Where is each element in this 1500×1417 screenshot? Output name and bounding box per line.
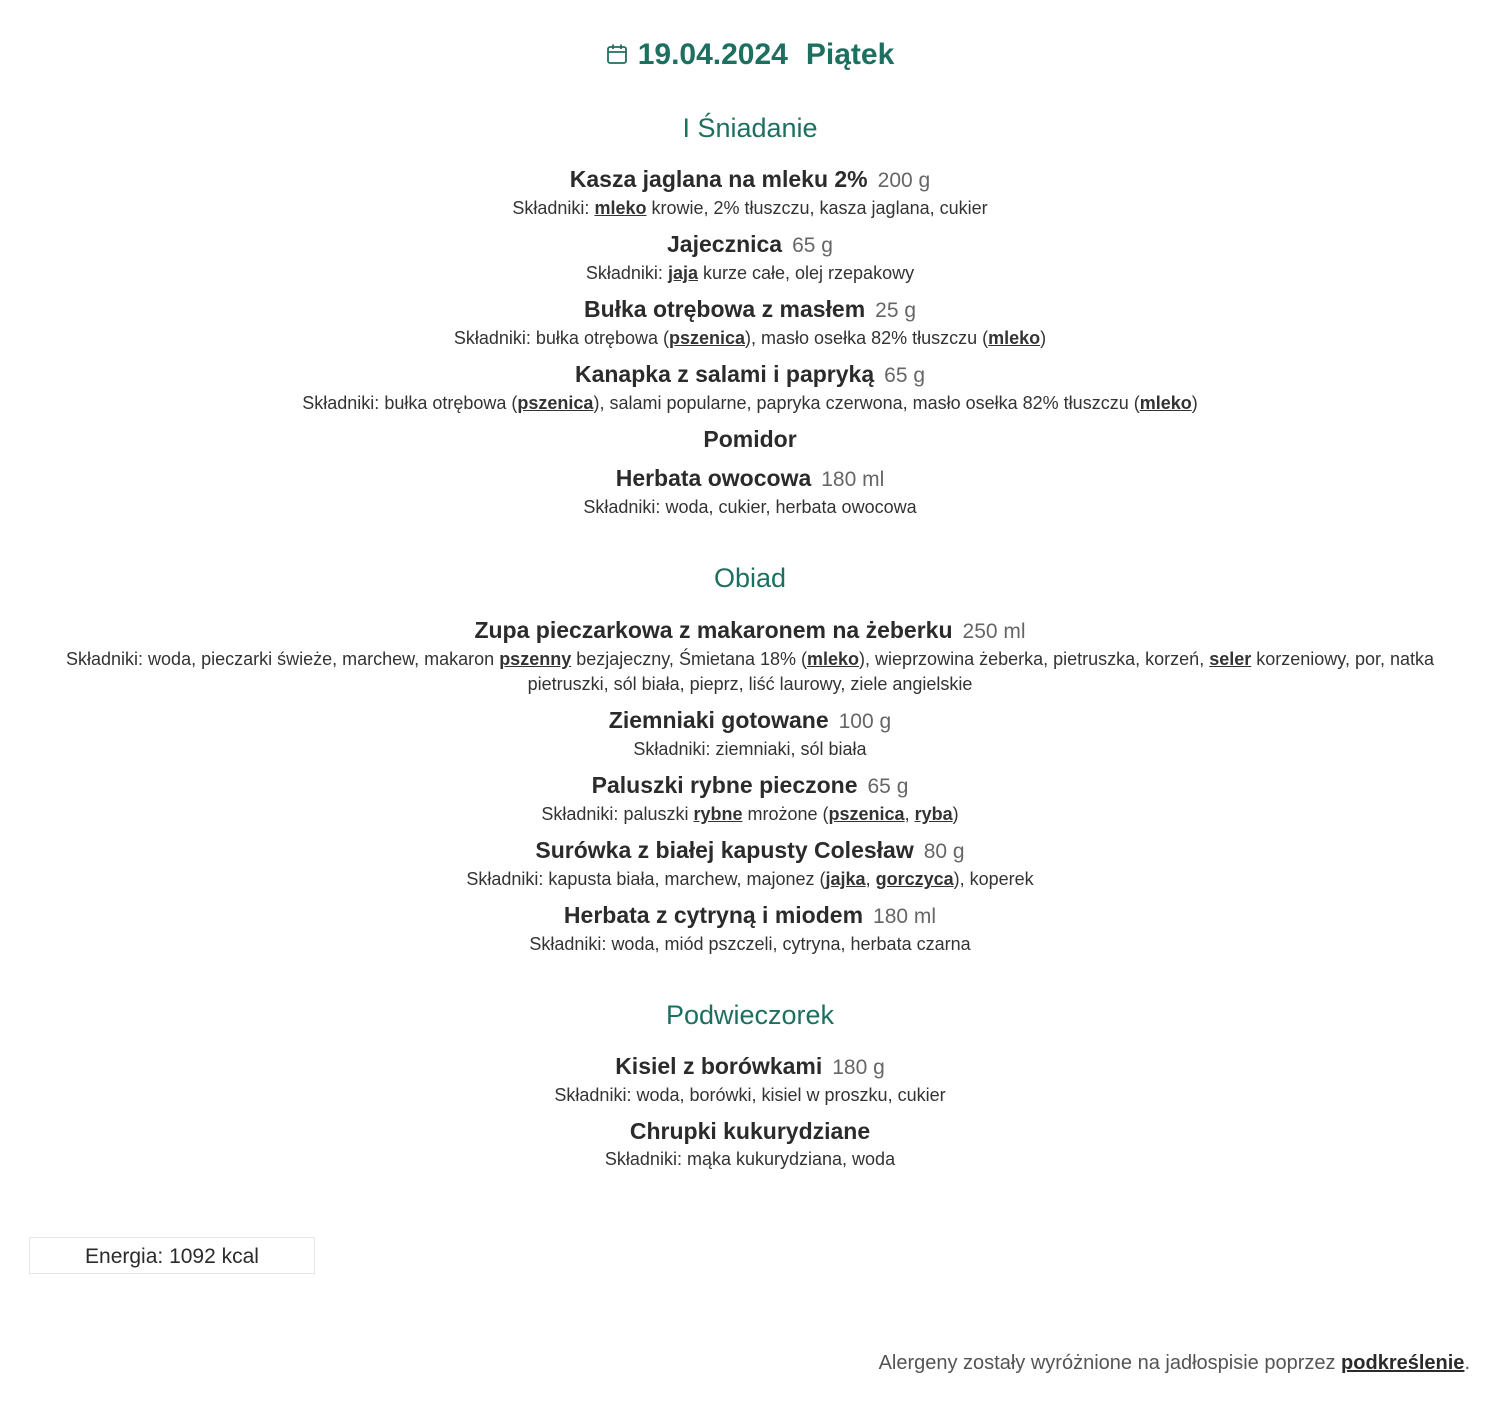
- dish-name: Jajecznica: [667, 231, 783, 258]
- date-text: 19.04.2024: [637, 38, 788, 71]
- allergen-mark: mleko: [594, 198, 647, 219]
- dish-amount: 80 g: [923, 839, 965, 863]
- ingredients-line: [0, 647, 1500, 697]
- dish-item: [0, 1116, 1500, 1172]
- ingredients-line: [0, 391, 1500, 416]
- dish-item: [0, 424, 1500, 455]
- dish-line: [0, 900, 1500, 932]
- ingredient-text: bułka otrębowa (: [535, 328, 669, 349]
- ingredient-text: woda, borówki, kisiel w proszku, cukier: [636, 1085, 946, 1106]
- dish-line: [0, 1116, 1500, 1147]
- ingredients-label: Składniki:: [604, 1149, 682, 1170]
- ingredient-text: woda, cukier, herbata owocowa: [665, 497, 917, 518]
- ingredient-text: ), salami popularne, papryka czerwona, masło osełka 82% tłuszczu (: [593, 393, 1140, 414]
- dish-line: [0, 705, 1500, 737]
- ingredient-text: woda, pieczarki świeże, marchew, makaron: [148, 648, 500, 669]
- dish-item: [0, 294, 1500, 351]
- dish-name: Herbata z cytryną i miodem: [563, 901, 864, 928]
- ingredients-line: [0, 196, 1500, 221]
- dish-name: Pomidor: [703, 426, 797, 453]
- allergen-mark: jaja: [667, 263, 698, 284]
- dish-amount: 65 g: [792, 234, 833, 258]
- ingredient-text: ): [1040, 328, 1047, 349]
- dish-name: Zupa pieczarkowa z makaronem na żeberku: [474, 616, 953, 643]
- allergen-mark: mleko: [988, 328, 1041, 349]
- ingredient-text: ), masło osełka 82% tłuszczu (: [745, 328, 989, 349]
- dish-line: [0, 770, 1500, 802]
- dish-name: Kasza jaglana na mleku 2%: [569, 166, 868, 193]
- dish-line: [0, 424, 1500, 455]
- ingredient-text: ziemniaki, sól biała: [715, 738, 867, 759]
- ingredients-label: Składniki:: [529, 933, 607, 954]
- ingredients-label: Składniki:: [453, 328, 531, 349]
- dish-name: Kanapka z salami i papryką: [574, 361, 875, 388]
- dish-item: [0, 1051, 1500, 1108]
- ingredients-line: [0, 867, 1500, 892]
- footnote-end: .: [1464, 1352, 1470, 1374]
- ingredients-label: Składniki:: [512, 198, 590, 219]
- allergen-mark: pszenica: [828, 803, 905, 824]
- dish-item: [0, 359, 1500, 416]
- dish-line: [0, 1051, 1500, 1083]
- dish-line: [0, 835, 1500, 867]
- dish-line: [0, 463, 1500, 495]
- dish-name: Herbata owocowa: [615, 465, 812, 492]
- dish-line: [0, 615, 1500, 647]
- meal-title: Podwieczorek: [665, 999, 835, 1030]
- dish-amount: 180 g: [832, 1056, 885, 1080]
- dish-line: [0, 359, 1500, 391]
- calendar-icon: [606, 43, 628, 65]
- allergen-mark: pszenica: [517, 393, 594, 414]
- ingredients-label: Składniki:: [583, 497, 661, 518]
- dish-item: [0, 770, 1500, 827]
- allergen-mark: gorczyca: [875, 868, 954, 889]
- ingredient-text: ,: [904, 803, 915, 824]
- ingredient-text: kurze całe, olej rzepakowy: [697, 263, 915, 284]
- allergen-footnote: [879, 1352, 1470, 1375]
- dish-line: [0, 164, 1500, 196]
- allergen-mark: pszenny: [499, 648, 572, 669]
- ingredients-line: [0, 1147, 1500, 1172]
- menu-list: [0, 112, 1500, 1214]
- meal-title: I Śniadanie: [682, 113, 818, 143]
- allergen-mark: rybne: [693, 803, 743, 824]
- dish-line: [0, 294, 1500, 326]
- ingredients-label: Składniki:: [466, 868, 544, 889]
- dish-amount: 65 g: [884, 364, 926, 388]
- allergen-mark: mleko: [1139, 393, 1192, 414]
- ingredient-text: korzeniowy, por, natka pietruszki, sól biała, pieprz, liść laurowy, ziele angielskie: [527, 648, 1435, 694]
- footnote-emphasis: podkreślenie: [1341, 1352, 1465, 1374]
- ingredient-text: krowie, 2% tłuszczu, kasza jaglana, cukier: [646, 198, 988, 219]
- ingredient-text: mrożone (: [742, 803, 829, 824]
- ingredient-text: ), wieprzowina żeberka, pietruszka, korzeń,: [859, 648, 1210, 669]
- dish-item: [0, 705, 1500, 762]
- dish-item: [0, 229, 1500, 286]
- ingredient-text: mąka kukurydziana, woda: [686, 1149, 896, 1170]
- ingredients-label: Składniki:: [585, 263, 663, 284]
- energy-box: Energia: 1092 kcal: [29, 1237, 315, 1274]
- dish-name: Kisiel z borówkami: [615, 1053, 823, 1080]
- ingredients-label: Składniki:: [65, 648, 144, 669]
- ingredients-label: Składniki:: [633, 738, 711, 759]
- dish-amount: 200 g: [877, 169, 931, 193]
- dish-item: [0, 900, 1500, 957]
- ingredients-line: [0, 495, 1500, 520]
- ingredients-line: [0, 261, 1500, 286]
- dish-line: [0, 229, 1500, 261]
- weekday-text: Piątek: [805, 38, 895, 71]
- allergen-mark: mleko: [807, 648, 860, 669]
- dish-amount: 25 g: [875, 299, 917, 323]
- ingredients-label: Składniki:: [541, 803, 619, 824]
- ingredient-text: ,: [865, 868, 876, 889]
- ingredient-text: paluszki: [623, 803, 694, 824]
- dish-name: Chrupki kukurydziane: [629, 1118, 871, 1145]
- ingredients-line: [0, 1083, 1500, 1108]
- dish-amount: 180 ml: [821, 468, 885, 492]
- ingredients-line: [0, 737, 1500, 762]
- allergen-mark: seler: [1209, 648, 1252, 669]
- ingredient-text: kapusta biała, marchew, majonez (: [548, 868, 826, 889]
- dish-amount: 100 g: [838, 709, 892, 733]
- dish-name: Ziemniaki gotowane: [608, 706, 829, 733]
- dish-amount: 180 ml: [873, 904, 937, 928]
- allergen-mark: jajka: [825, 868, 866, 889]
- dish-item: [0, 164, 1500, 221]
- allergen-mark: ryba: [914, 803, 953, 824]
- dish-name: Paluszki rybne pieczone: [591, 771, 858, 798]
- dish-name: Bułka otrębowa z masłem: [583, 296, 866, 323]
- meal-section: [0, 999, 1500, 1172]
- dish-item: [0, 615, 1500, 697]
- ingredient-text: ): [1191, 393, 1198, 414]
- ingredients-line: [0, 802, 1500, 827]
- ingredient-text: ): [952, 803, 959, 824]
- date-header: [0, 38, 1500, 72]
- footnote-text: Alergeny zostały wyróżnione na jadłospisie poprzez: [878, 1352, 1342, 1374]
- dish-amount: 65 g: [867, 774, 909, 798]
- meal-section: [0, 112, 1500, 520]
- ingredient-text: bezjajeczny, Śmietana 18% (: [571, 648, 808, 669]
- ingredients-line: [0, 932, 1500, 957]
- ingredients-label: Składniki:: [554, 1085, 632, 1106]
- ingredients-line: [0, 326, 1500, 351]
- ingredient-text: bułka otrębowa (: [384, 393, 518, 414]
- ingredient-text: ), koperek: [953, 868, 1034, 889]
- ingredients-label: Składniki:: [302, 393, 380, 414]
- ingredient-text: woda, miód pszczeli, cytryna, herbata czarna: [611, 933, 971, 954]
- dish-item: [0, 463, 1500, 520]
- meal-title: Obiad: [713, 563, 787, 594]
- allergen-mark: pszenica: [668, 328, 746, 349]
- meal-section: [0, 562, 1500, 956]
- dish-item: [0, 835, 1500, 892]
- dish-name: Surówka z białej kapusty Colesław: [535, 836, 914, 863]
- dish-amount: 250 ml: [962, 619, 1026, 643]
